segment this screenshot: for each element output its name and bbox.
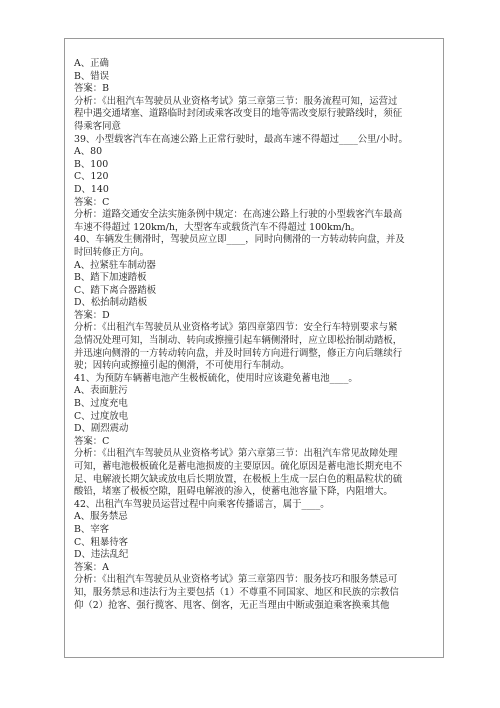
text-line: 时回转修正方向。 [74,246,150,258]
text-line: 分析：道路交通安全法实施条例中规定：在高速公路上行驶的小型载客汽车最高 [74,209,403,221]
text-line: 答案：C [74,435,110,447]
text-line: 车速不得超过 120km/h，大型客车或载货汽车不得超过 100km/h。 [74,221,361,233]
text-line: 答案：A [74,561,109,573]
text-line: 42、出租汽车驾驶员运营过程中向乘客传播谣言，属于____。 [74,498,330,510]
text-line: D、违法乱纪 [74,549,129,561]
text-line: 40、车辆发生侧滑时，驾驶员应立即____，同时向侧滑的一方转动转向盘，并及 [74,234,405,246]
text-line: 41、为预防车辆蓄电池产生极板硫化，使用时应该避免蓄电池____。 [74,372,358,384]
text-line: 答案：C [74,196,110,208]
text-line: A、80 [74,146,103,158]
text-line: 并迅速向侧滑的一方转动转向盘，并及时回转方向进行调整，修正方向后继续行 [74,347,403,359]
text-line: B、宰客 [74,523,110,535]
text-line: C、120 [74,171,109,183]
text-line: D、剧烈震动 [74,423,129,435]
text-line: C、踏下离合器踏板 [74,284,157,296]
text-line: 分析：《出租汽车驾驶员从业资格考试》第三章第四节：服务技巧和服务禁忌可 [74,574,398,586]
text-line: A、服务禁忌 [74,511,128,523]
text-line: C、粗暴待客 [74,536,129,548]
text-line: 急情况处理可知，当制动、转向或擦撞引起车辆侧滑时，应立即松抬制动踏板， [74,335,403,347]
document-body [74,58,436,612]
text-line: B、踏下加速踏板 [74,272,147,284]
text-line: 答案：B [74,83,110,95]
text-line: 程中遇交通堵塞、道路临时封闭或乘客改变目的地等需改变原行驶路线时，须征 [74,108,403,120]
text-line: D、松抬制动踏板 [74,297,148,309]
text-line: 仰（2）抢客、强行揽客、甩客、倒客，无正当理由中断或强迫乘客换乘其他 [74,599,390,611]
text-line: 足、电解液长期欠缺或放电后长期放置，在极板上生成一层白色的粗晶粒状的硫 [74,473,403,485]
text-line: B、100 [74,158,109,170]
text-line: 分析：《出租汽车驾驶员从业资格考试》第三章第三节：服务流程可知，运营过 [74,95,398,107]
text-line: 得乘客同意 [74,120,121,132]
text-line: 知，服务禁忌和违法行为主要包括（1）不尊重不同国家、地区和民族的宗教信 [74,586,399,598]
text-line: 分析：《出租汽车驾驶员从业资格考试》第六章第三节：出租汽车常见故障处理 [74,448,398,460]
text-line: 驶；因转向或擦撞引起的侧滑，不可使用行车制动。 [74,360,290,372]
text-line: B、错误 [74,70,110,82]
text-line: C、过度放电 [74,410,129,422]
text-line: 酸铅，堵塞了极板空隙，阻碍电解液的渗入，使蓄电池容量下降，内阻增大。 [74,486,393,498]
text-line: 可知，蓄电池极板硫化是蓄电池损废的主要原因。硫化原因是蓄电池长期充电不 [74,461,403,472]
text-line: 39、小型载客汽车在高速公路上正常行驶时，最高车速不得超过____公里/小时。 [74,133,408,145]
text-line: D、140 [74,183,109,195]
text-line: A、拉紧驻车制动器 [74,259,156,271]
text-line: A、表面脏污 [74,385,128,397]
text-line: B、过度充电 [74,398,128,410]
text-line: 答案：D [74,309,110,321]
text-line: 分析：《出租汽车驾驶员从业资格考试》第四章第四节：安全行车特别要求与紧 [74,322,398,334]
text-line: A、正确 [74,58,109,69]
